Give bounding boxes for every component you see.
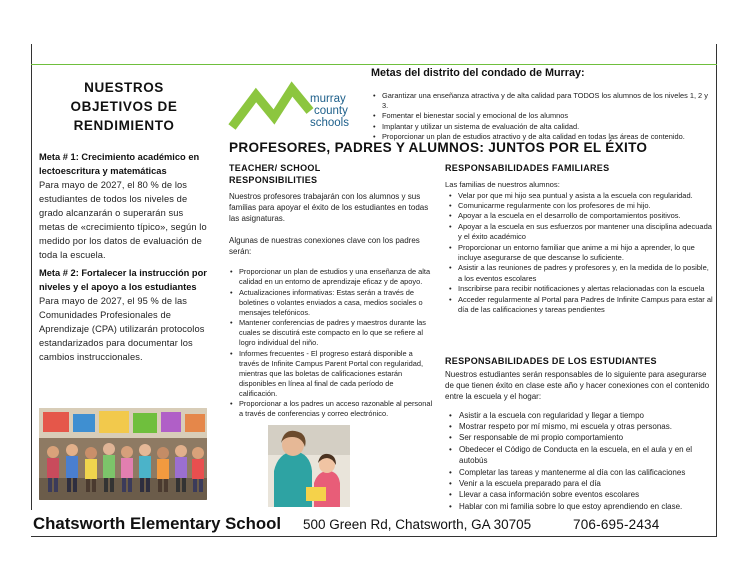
goals-title-line-2: OBJETIVOS DE bbox=[70, 99, 178, 114]
teacher-item: • Actualizaciones informativas: Estas serán a través de boletines o volantes enviados a casa, medios sociales o mensajes telefónicos. bbox=[229, 288, 433, 318]
teacher-heading-line-2: RESPONSIBILITIES bbox=[229, 174, 318, 185]
school-address: 500 Green Rd, Chatsworth, GA 30705 bbox=[303, 517, 532, 532]
goal-1-text: Para mayo de 2027, el 80 % de los estudiantes de todos los niveles de grado alcanzarán o superarán sus metas de «crecimiento típico», según lo medido por los datos de evaluación de toda la escuela. bbox=[39, 180, 207, 260]
footer bbox=[33, 514, 723, 538]
student-item: • Obedecer el Código de Conducta en la escuela, en el aula y en el autobús bbox=[449, 444, 713, 467]
family-item: • Acceder regularmente al Portal para Padres de Infinite Campus para estar al día de las calificaciones y tareas pendientes bbox=[449, 295, 713, 316]
family-heading: RESPONSABILIDADES FAMILIARES bbox=[445, 163, 610, 173]
family-item: • Inscribirse para recibir notificaciones y alertas relacionadas con la escuela bbox=[449, 284, 713, 294]
goals-title-line-1: NUESTROS bbox=[84, 80, 164, 95]
student-item: • Hablar con mi familia sobre lo que estoy aprendiendo en clase. bbox=[449, 501, 713, 512]
student-item: • Completar las tareas y mantenerme al día con las calificaciones bbox=[449, 467, 713, 478]
teacher-intro: Nuestros profesores trabajarán con los alumnos y sus familias para apoyar el éxito de los estudiantes en todas las asignaturas. bbox=[229, 192, 429, 223]
school-phone: 706-695-2434 bbox=[573, 517, 660, 532]
teacher-item: • Proporcionar a los padres un acceso razonable al personal a través de conferencias y correo electrónico. bbox=[229, 399, 433, 419]
family-list bbox=[449, 191, 713, 316]
school-name: Chatsworth Elementary School bbox=[33, 514, 282, 533]
family-responsibilities bbox=[445, 163, 713, 315]
family-item: • Proporcionar un entorno familiar que anime a mi hijo a aprender, lo que incluye asegurarse de que descanse lo suficiente. bbox=[449, 243, 713, 264]
teacher-heading-line-1: TEACHER/ SCHOOL bbox=[229, 163, 321, 173]
district-goal-item: • Implantar y utilizar un sistema de evaluación de alta calidad. bbox=[373, 122, 713, 132]
district-goal-item: • Proporcionar un plan de estudios atractivo y de alta calidad en todas las áreas de contenido. bbox=[373, 132, 713, 142]
district-goal-item: • Garantizar una enseñanza atractiva y de alta calidad para TODOS los alumnos de los niveles 1, 2 y 3. bbox=[373, 91, 713, 111]
green-divider bbox=[31, 64, 717, 65]
teacher-item: • Proporcionar un plan de estudios y una enseñanza de alta calidad en un entorno de aprendizaje eficaz y de apoyo. bbox=[229, 267, 433, 287]
student-item: • Mostrar respeto por mí mismo, mi escuela y otras personas. bbox=[449, 421, 713, 432]
goal-2-heading: Meta # 2: Fortalecer la instrucción por niveles y el apoyo a los estudiantes bbox=[39, 268, 207, 292]
family-item: • Apoyar a la escuela en el desarrollo de comportamientos positivos. bbox=[449, 211, 713, 221]
achievement-goals bbox=[39, 78, 209, 364]
student-item: • Llevar a casa información sobre eventos escolares bbox=[449, 489, 713, 500]
student-item: • Venir a la escuela preparado para el día bbox=[449, 478, 713, 489]
students-heading: RESPONSABILIDADES DE LOS ESTUDIANTES bbox=[445, 356, 657, 366]
goal-2-text: Para mayo de 2027, el 95 % de las Comunidades Profesionales de Aprendizaje (CPA) utilizarán protocolos estandarizados para documentar los cambios instruccionales. bbox=[39, 296, 205, 362]
main-title: PROFESORES, PADRES Y ALUMNOS: JUNTOS POR EL ÉXITO bbox=[229, 140, 648, 155]
right-border bbox=[716, 44, 717, 536]
goal-1-heading: Meta # 1: Crecimiento académico en lectoescritura y matemáticas bbox=[39, 152, 200, 176]
teacher-connections: Algunas de nuestras conexiones clave con los padres serán: bbox=[229, 236, 420, 256]
student-responsibilities bbox=[445, 356, 713, 512]
family-item: • Comunicarme regularmente con los profesores de mi hijo. bbox=[449, 201, 713, 211]
district-goals-title: Metas del distrito del condado de Murray: bbox=[371, 67, 585, 79]
logo-word-schools: schools bbox=[310, 117, 349, 129]
students-intro: Nuestros estudiantes serán responsables de lo siguiente para asegurarse de que tienen éxito en clase este año y hacer conexiones con el contenido entre la escuela y el hogar: bbox=[445, 369, 710, 401]
district-goals-list bbox=[373, 91, 713, 142]
logo-word-county: county bbox=[314, 105, 348, 117]
goals-title bbox=[39, 78, 209, 135]
family-intro: Las familias de nuestros alumnos: bbox=[445, 179, 560, 189]
teacher-item: • Informes frecuentes - El progreso estará disponible a través de Infinite Campus Parent Portal con regularidad, mientras que las boletas de calificaciones estarán disponibles en línea al final de cada período de calificación. bbox=[229, 349, 433, 399]
teacher-item: • Mantener conferencias de padres y maestros durante las cuales se discutirá este compacto en lo que se refiere al logro individual del niño. bbox=[229, 318, 433, 348]
teacher-responsibilities bbox=[229, 163, 433, 420]
district-goal-item: • Fomentar el bienestar social y emocional de los alumnos bbox=[373, 111, 713, 121]
students-list bbox=[449, 410, 713, 513]
family-item: • Apoyar a la escuela en sus esfuerzos por mantener una disciplina adecuada y el éxito académico bbox=[449, 222, 713, 243]
student-item: • Asistir a la escuela con regularidad y llegar a tiempo bbox=[449, 410, 713, 421]
goals-title-line-3: RENDIMIENTO bbox=[73, 118, 175, 133]
teacher-list bbox=[229, 267, 433, 419]
students-group-photo bbox=[39, 408, 207, 500]
family-item: • Asistir a las reuniones de padres y profesores y, en la medida de lo posible, a los eventos escolares bbox=[449, 263, 713, 284]
student-item: • Ser responsable de mi propio comportamiento bbox=[449, 432, 713, 443]
logo-wordmark bbox=[310, 93, 380, 129]
left-border bbox=[31, 44, 32, 510]
family-item: • Velar por que mi hijo sea puntual y asista a la escuela con regularidad. bbox=[449, 191, 713, 201]
logo-word-murray: murray bbox=[310, 93, 346, 105]
teacher-student-photo bbox=[268, 425, 350, 507]
